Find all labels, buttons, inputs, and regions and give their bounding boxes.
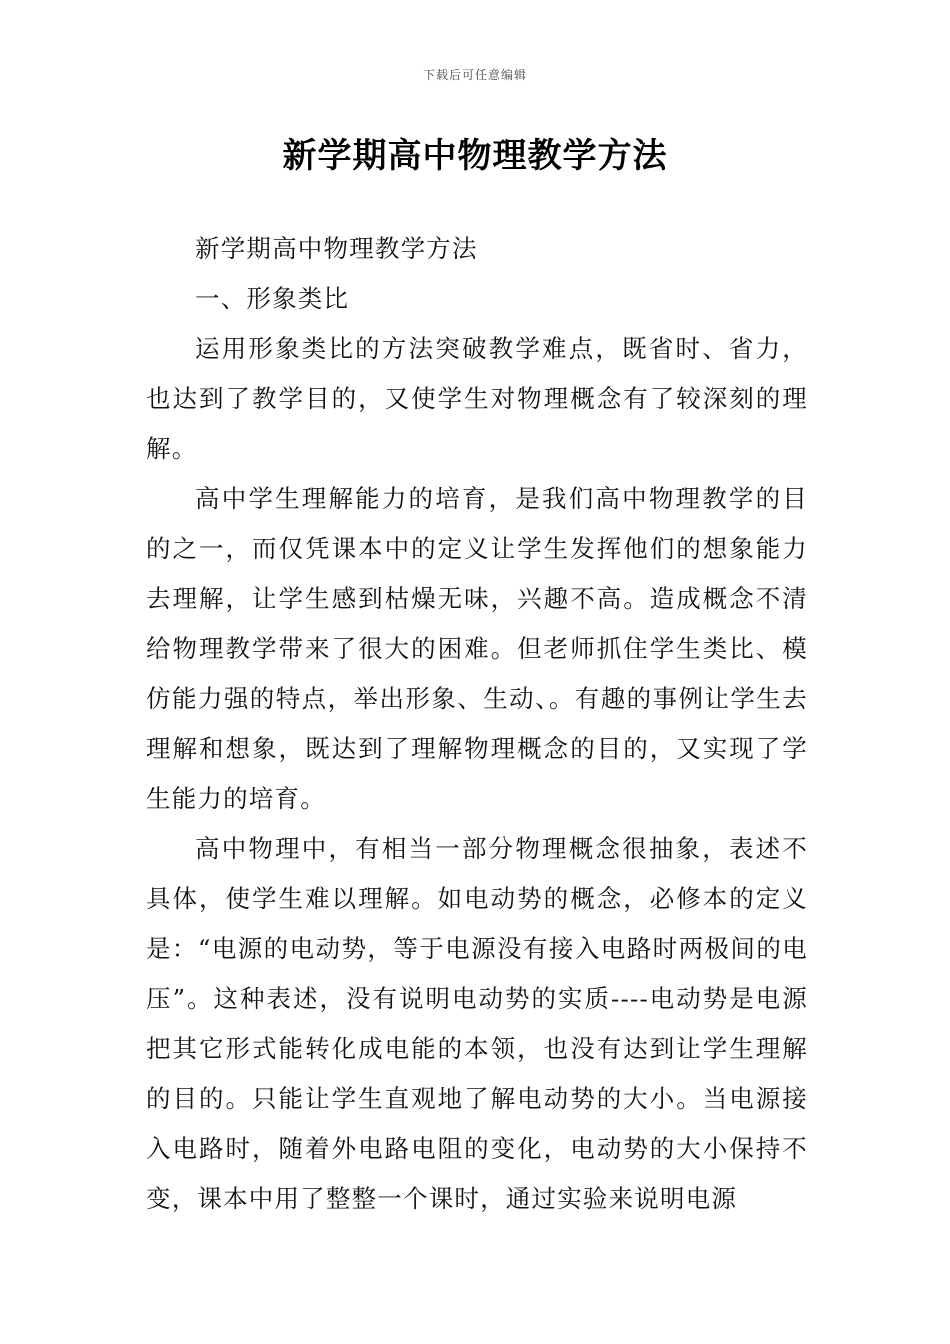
- paragraph-section-heading: 一、形象类比: [195, 284, 350, 313]
- page-header-note: 下载后可任意编辑: [422, 68, 527, 82]
- paragraph-subtitle: 新学期高中物理教学方法: [195, 234, 478, 263]
- document-title: 新学期高中物理教学方法: [282, 136, 668, 176]
- paragraph: 高中物理中，有相当一部分物理概念很抽象，表述不具体，使学生难以理解。如电动势的概念，必修本的定义是：“电源的电动势，等于电源没有接入电路时两极间的电压”。这种表述，没有说明电动势的实质----电动势是电源把其它形式能转化成电能的本领，也没有达到让学生理解的目的。只能让学生直观地了解电动势的大小。当电源接入电路时，随着外电路电阻的变化，电动势的大小保持不变，课本中用了整整一个课时，通过实验来说明电源: [146, 834, 808, 1213]
- paragraph: 运用形象类比的方法突破教学难点，既省时、省力，也达到了教学目的，又使学生对物理概念有了较深刻的理解。: [146, 334, 808, 463]
- paragraph: 高中学生理解能力的培育，是我们高中物理教学的目的之一，而仅凭课本中的定义让学生发挥他们的想象能力去理解，让学生感到枯燥无味，兴趣不高。造成概念不清给物理教学带来了很大的困难。但老师抓住学生类比、模仿能力强的特点，举出形象、生动、。有趣的事例让学生去理解和想象，既达到了理解物理概念的目的，又实现了学生能力的培育。: [146, 484, 808, 813]
- document-body: [146, 224, 808, 1224]
